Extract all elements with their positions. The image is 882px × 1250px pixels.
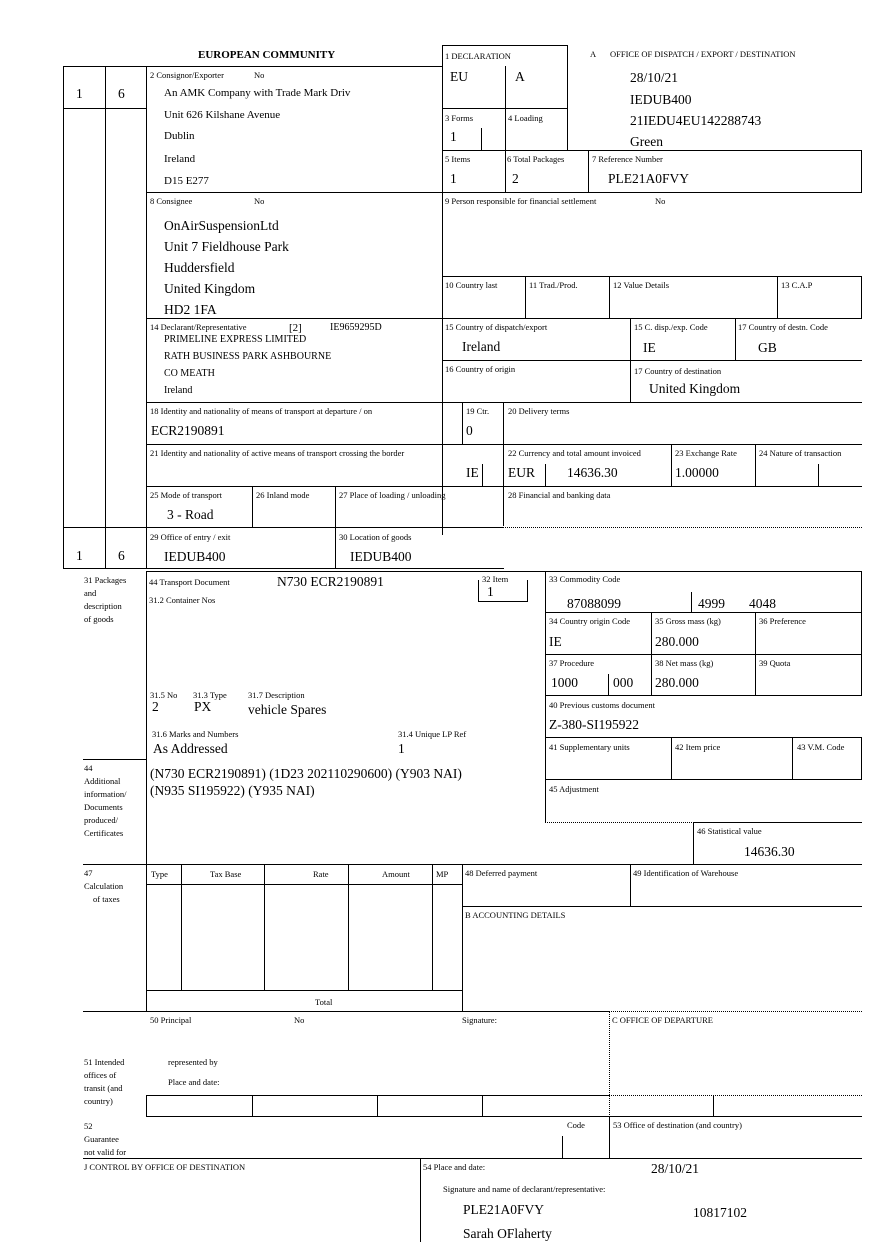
consignee-line: United Kingdom (164, 281, 256, 296)
prev-doc-label: 40 Previous customs document (549, 700, 656, 710)
transport-border-value: IE (466, 465, 479, 480)
dest-code-label: 17 Country of destn. Code (738, 322, 828, 332)
origin-code-label: 34 Country origin Code (549, 616, 630, 626)
transport-departure-label: 18 Identity and nationality of means of transport at departure / on (150, 406, 373, 416)
packages-side-label: and (84, 588, 97, 598)
consignor-no-label: No (254, 70, 265, 80)
copy-number-b: 6 (118, 86, 125, 101)
forms-value: 1 (450, 129, 457, 144)
item-value: 1 (487, 584, 494, 599)
desc-label: 31.7 Description (248, 690, 305, 700)
taxes-side-label: Calculation (84, 881, 124, 891)
copy-number-a: 1 (76, 548, 83, 563)
consignee-line: Unit 7 Fieldhouse Park (164, 239, 289, 254)
dispatch-code-value: IE (643, 340, 656, 355)
deferred-label: 48 Deferred payment (465, 868, 538, 878)
consignee-line: OnAirSuspensionLtd (164, 218, 279, 233)
represented-label: represented by (168, 1057, 218, 1067)
items-label: 5 Items (445, 154, 471, 164)
origin-code-value: IE (549, 634, 562, 649)
procedure-value2: 000 (613, 675, 634, 690)
consignor-line: Ireland (164, 153, 196, 165)
guarantee-code-label: Code (567, 1120, 585, 1130)
dispatch-country-label: 15 Country of dispatch/export (445, 322, 548, 332)
vm-code-label: 43 V.M. Code (797, 742, 845, 752)
principal-no-label: No (294, 1015, 305, 1025)
packages-side-label: 31 Packages (84, 575, 127, 585)
gross-mass-value: 280.000 (655, 634, 699, 649)
transport-doc-label: 44 Transport Document (149, 577, 230, 587)
consignor-line: Unit 626 Kilshane Avenue (164, 109, 281, 121)
financial-person-no-label: No (655, 196, 666, 206)
financial-person-label: 9 Person responsible for financial settlement (445, 196, 597, 206)
place-loading-label: 27 Place of loading / unloading (339, 490, 446, 500)
goods-location-label: 30 Location of goods (339, 532, 412, 542)
packages-side-label: of goods (84, 614, 114, 624)
tax-column-header: MP (436, 869, 449, 879)
origin-country-label: 16 Country of origin (445, 364, 516, 374)
office-label: OFFICE OF DISPATCH / EXPORT / DESTINATION (610, 49, 796, 59)
tax-column-header: Tax Base (210, 869, 242, 879)
copy-number-a: 1 (76, 86, 83, 101)
commodity-add2: 4048 (749, 596, 776, 611)
tax-column-header: Rate (313, 869, 329, 879)
additional-info-line: (N935 SI195922) (Y935 NAI) (150, 783, 315, 798)
goods-location-value: IEDUB400 (350, 549, 412, 564)
box10-label: 10 Country last (445, 280, 498, 290)
declarant-code: [2] (289, 322, 302, 334)
marks-label: 31.6 Marks and Numbers (152, 729, 239, 739)
transit-side-label: country) (84, 1096, 113, 1106)
box1-label: 1 DECLARATION (445, 51, 511, 61)
accounting-label: B ACCOUNTING DETAILS (465, 910, 566, 920)
consignor-line: An AMK Company with Trade Mark Driv (164, 87, 351, 99)
gross-mass-label: 35 Gross mass (kg) (655, 616, 721, 626)
prev-doc-value: Z-380-SI195922 (549, 717, 639, 732)
office-destination-label: 53 Office of destination (and country) (613, 1120, 742, 1130)
commodity-add1: 4999 (698, 596, 725, 611)
procedure-value1: 1000 (551, 675, 578, 690)
declarant-name: Sarah OFlaherty (463, 1226, 552, 1241)
office-code: IEDUB400 (630, 92, 692, 107)
office-departure-label: C OFFICE OF DEPARTURE (612, 1015, 713, 1025)
transport-doc-value: N730 ECR2190891 (277, 574, 384, 589)
consignee-no-label: No (254, 196, 265, 206)
container-nos-label: 31.2 Container Nos (149, 595, 216, 605)
consignee-line: HD2 1FA (164, 302, 217, 317)
item-price-label: 42 Item price (675, 742, 721, 752)
item-label: 32 Item (482, 574, 509, 584)
box11-label: 11 Trad./Prod. (529, 280, 578, 290)
tax-column-header: Type (151, 869, 168, 879)
quota-label: 39 Quota (759, 658, 791, 668)
forms-label: 3 Forms (445, 113, 474, 123)
dispatch-code-label: 15 C. disp./exp. Code (634, 322, 708, 332)
consignor-label: 2 Consignor/Exporter (150, 70, 224, 80)
exchange-label: 23 Exchange Rate (675, 448, 737, 458)
place-label: Place and date: (168, 1077, 220, 1087)
additional-side-label: produced/ (84, 815, 118, 825)
office-status: Green (630, 134, 663, 149)
reference-label: 7 Reference Number (592, 154, 663, 164)
consignee-label: 8 Consignee (150, 196, 193, 206)
tax-column-header: Amount (382, 869, 410, 879)
signature-label: Signature: (462, 1015, 497, 1025)
container-value: 0 (466, 423, 473, 438)
container-label: 19 Ctr. (466, 406, 490, 416)
total-packages-label: 6 Total Packages (507, 154, 565, 164)
loading-label: 4 Loading (508, 113, 543, 123)
delivery-label: 20 Delivery terms (508, 406, 570, 416)
box1-a-value: EU (450, 69, 468, 84)
currency-amount: 14636.30 (567, 465, 618, 480)
dest-country-value: United Kingdom (649, 381, 741, 396)
commodity-label: 33 Commodity Code (549, 574, 621, 584)
declarant-line: RATH BUSINESS PARK ASHBOURNE (164, 351, 332, 362)
declarant-line: CO MEATH (164, 368, 215, 379)
total-packages-value: 2 (512, 171, 519, 186)
currency-code: EUR (508, 465, 535, 480)
mode-label: 25 Mode of transport (150, 490, 223, 500)
transport-departure-value: ECR2190891 (151, 423, 225, 438)
transport-border-label: 21 Identity and nationality of active means of transport crossing the border (150, 448, 405, 458)
transit-side-label: 51 Intended (84, 1057, 125, 1067)
reference-value: PLE21A0FVY (608, 171, 690, 186)
adjustment-label: 45 Adjustment (549, 784, 599, 794)
box13-label: 13 C.A.P (781, 280, 813, 290)
transit-side-label: transit (and (84, 1083, 123, 1093)
mode-value: 3 - Road (167, 507, 214, 522)
stat-value-label: 46 Statistical value (697, 826, 762, 836)
additional-side-label: 44 (84, 763, 93, 773)
guarantee-side-label: 52 (84, 1121, 93, 1131)
copy-number-b: 6 (118, 548, 125, 563)
warehouse-label: 49 Identification of Warehouse (633, 868, 739, 878)
procedure-label: 37 Procedure (549, 658, 595, 668)
lp-value: 1 (398, 741, 405, 756)
taxes-side-label: 47 (84, 868, 93, 878)
declarant-ref: PLE21A0FVY (463, 1202, 545, 1217)
dispatch-country-value: Ireland (462, 339, 501, 354)
commodity-code: 87088099 (567, 596, 621, 611)
guarantee-side-label: not valid for (84, 1147, 127, 1157)
declarant-line: Ireland (164, 385, 193, 396)
banking-label: 28 Financial and banking data (508, 490, 611, 500)
no-label: 31.5 No (150, 690, 178, 700)
tax-total-label: Total (315, 997, 333, 1007)
additional-info-line: (N730 ECR2190891) (1D23 202110290600) (Y903 NAI) (150, 766, 462, 781)
marks-value: As Addressed (153, 741, 228, 756)
guarantee-side-label: Guarantee (84, 1134, 119, 1144)
place-date-label: 54 Place and date: (423, 1162, 486, 1172)
nature-label: 24 Nature of transaction (759, 448, 842, 458)
supp-units-label: 41 Supplementary units (549, 742, 630, 752)
office-exit-label: 29 Office of entry / exit (150, 532, 231, 542)
declarant-label: 14 Declarant/Representative (150, 322, 247, 332)
consignor-line: Dublin (164, 130, 195, 142)
items-value: 1 (450, 171, 457, 186)
principal-label: 50 Principal (150, 1015, 192, 1025)
lp-label: 31.4 Unique LP Ref (398, 729, 467, 739)
desc-value: vehicle Spares (248, 702, 327, 717)
transit-side-label: offices of (84, 1070, 117, 1080)
no-value: 2 (152, 699, 159, 714)
declarant-number: 10817102 (693, 1205, 747, 1220)
stat-value: 14636.30 (744, 844, 795, 859)
office-exit-value: IEDUB400 (164, 549, 226, 564)
type-value: PX (194, 699, 212, 714)
control-label: J CONTROL BY OFFICE OF DESTINATION (84, 1162, 246, 1172)
place-date-value: 28/10/21 (651, 1161, 700, 1176)
packages-side-label: description (84, 601, 122, 611)
additional-side-label: Additional (84, 776, 121, 786)
consignor-line: D15 E277 (164, 175, 209, 187)
office-label-a: A (590, 49, 597, 59)
preference-label: 36 Preference (759, 616, 806, 626)
office-mrn: 21IEDU4EU142288743 (630, 113, 762, 128)
box1-b-value: A (515, 69, 525, 84)
taxes-side-label: of taxes (93, 894, 120, 904)
form-title: EUROPEAN COMMUNITY (198, 49, 336, 61)
signature-name-label: Signature and name of declarant/representative: (443, 1184, 606, 1194)
dest-code-value: GB (758, 340, 777, 355)
declarant-line: PRIMELINE EXPRESS LIMITED (164, 334, 307, 345)
type-label: 31.3 Type (193, 690, 227, 700)
exchange-value: 1.00000 (675, 465, 719, 480)
dest-country-label: 17 Country of destination (634, 366, 722, 376)
additional-side-label: Documents (84, 802, 123, 812)
inland-label: 26 Inland mode (256, 490, 310, 500)
currency-label: 22 Currency and total amount invoiced (508, 448, 641, 458)
additional-side-label: information/ (84, 789, 127, 799)
consignee-line: Huddersfield (164, 260, 235, 275)
office-date: 28/10/21 (630, 70, 679, 85)
additional-side-label: Certificates (84, 828, 124, 838)
net-mass-value: 280.000 (655, 675, 699, 690)
box12-label: 12 Value Details (613, 280, 670, 290)
net-mass-label: 38 Net mass (kg) (655, 658, 714, 668)
declarant-number: IE9659295D (330, 322, 382, 333)
